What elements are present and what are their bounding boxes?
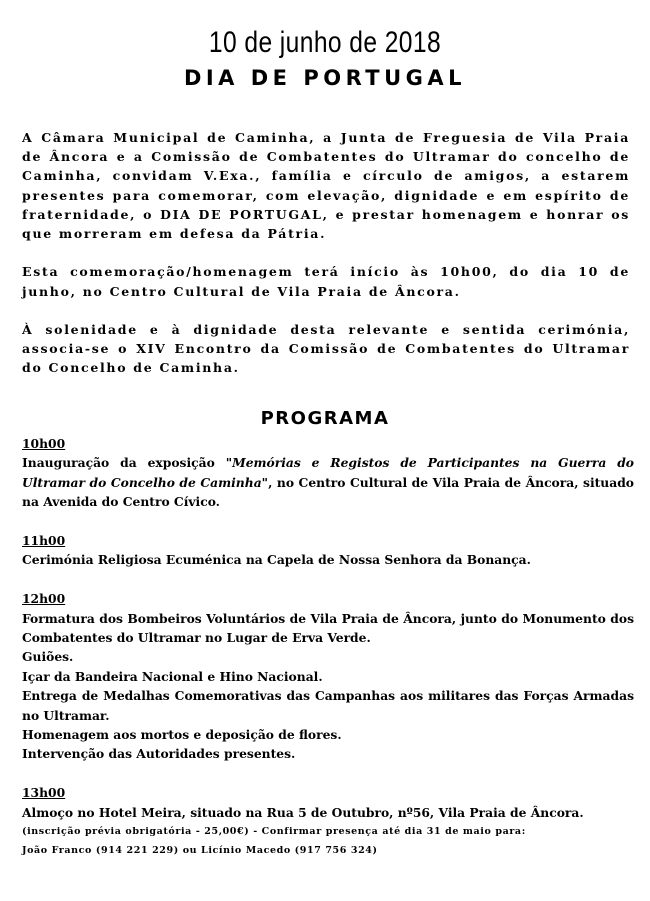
slot-line: Almoço no Hotel Meira, situado na Rua 5 de Outubro, nº56, Vila Praia de Âncora.: [22, 804, 584, 820]
slot-line: Içar da Bandeira Nacional e Hino Nacional.: [22, 668, 323, 684]
slot-line: Homenagem aos mortos e deposição de flores.: [22, 727, 342, 743]
schedule-slot: [22, 434, 634, 512]
slot-line: Guiões.: [22, 649, 74, 665]
schedule-slot: [22, 783, 634, 861]
slot-line: Formatura dos Bombeiros Voluntários de Vila Praia de Âncora, junto do Monumento dos Combatentes do Ultramar no Lugar de Erva Verde.: [22, 610, 634, 646]
document-title: DIA DE PORTUGAL: [183, 66, 467, 90]
schedule-slot: [22, 589, 634, 764]
slot-time: 10h00: [22, 436, 66, 451]
slot-line: Entrega de Medalhas Comemorativas das Campanhas aos militares das Forças Armadas no Ultramar.: [22, 688, 634, 723]
slot-line: Cerimónia Religiosa Ecuménica na Capela de Nossa Senhora da Bonança.: [22, 552, 531, 568]
registration-note: (inscrição prévia obrigatória - 25,00€) - Confirmar presença até dia 31 de maio para:: [22, 826, 526, 838]
programa-heading: PROGRAMA: [260, 408, 390, 429]
slot-time: 11h00: [22, 533, 66, 549]
contact-note: João Franco (914 221 229) ou Licínio Macedo (917 756 324): [22, 845, 378, 857]
intro-paragraph: A Câmara Municipal de Caminha, a Junta de Freguesia de Vila Praia de Âncora e a Comissão de Combatentes do Ultramar do concelho de Caminha, convidam V.Exa., família e círculo de amigos, a estarem presentes para comemorar, com elevação, dignidade e em espírito de fraternidade, o DIA DE PORTUGAL, e prestar homenagem e honrar os que morreram em defesa da Pátria.: [22, 130, 630, 242]
programa-schedule: [22, 434, 634, 861]
slot-text: Inauguração da exposição: [22, 455, 226, 471]
slot-line: Intervenção das Autoridades presentes.: [22, 746, 296, 762]
slot-time: 12h00: [22, 591, 66, 607]
intro-paragraph: À solenidade e à dignidade desta relevante e sentida cerimónia, associa-se o XIV Encontro da Comissão de Combatentes do Ultramar do Concelho de Caminha.: [22, 322, 630, 376]
schedule-slot: [22, 531, 634, 570]
intro-paragraph: Esta comemoração/homenagem terá início às 10h00, do dia 10 de junho, no Centro Cultural de Vila Praia de Âncora.: [22, 264, 630, 299]
event-date: 10 de junho de 2018: [208, 26, 442, 59]
slot-text: , no Centro Cultural de Vila Praia de Âncora, situado na Avenida do Centro Cívico.: [22, 474, 635, 510]
slot-time: 13h00: [22, 785, 66, 801]
exhibition-title: "Memórias e Registos de Participantes na Guerra do Ultramar do Concelho de Caminha": [22, 455, 634, 490]
slot-description: [22, 453, 634, 511]
intro-section: [22, 128, 630, 378]
